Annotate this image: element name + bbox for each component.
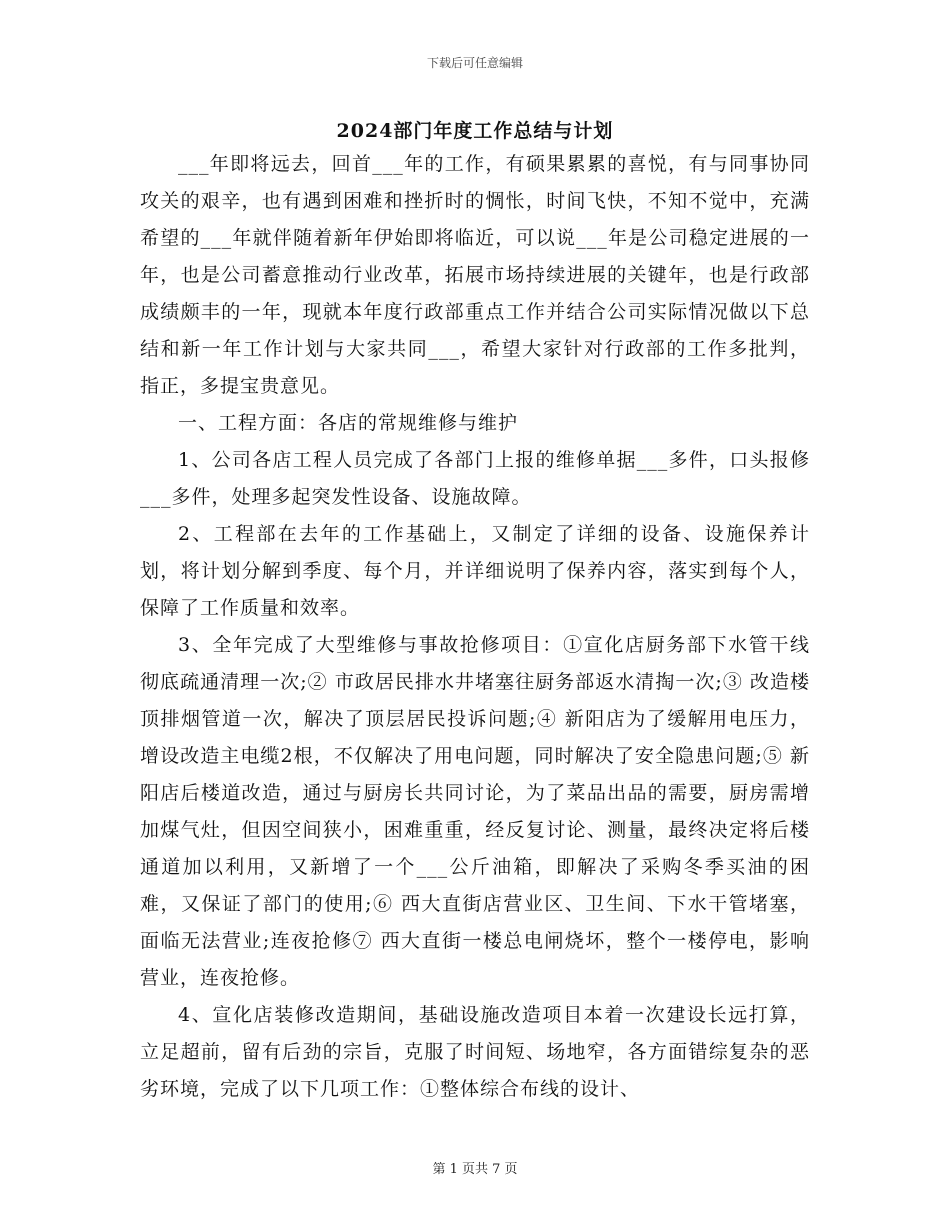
- paragraph-item-2: 2、工程部在去年的工作基础上，又制定了详细的设备、设施保养计划，将计划分解到季度、每个月，并详细说明了保养内容，落实到每个人，保障了工作质量和效率。: [140, 523, 810, 619]
- page-header-note: 下载后可任意编辑: [426, 56, 523, 70]
- paragraph-intro: ___年即将远去，回首___年的工作，有硕果累累的喜悦，有与同事协同攻关的艰辛，也有遇到困难和挫折时的惆怅，时间飞快，不知不觉中，充满希望的___年就伴随着新年伊始即将临近，可以说___年是公司稳定进展的一年，也是公司蓄意推动行业改革，拓展市场持续进展的关键年，也是行政部成绩颇丰的一年，现就本年度行政部重点工作并结合公司实际情况做以下总结和新一年工作计划与大家共同___，希望大家针对行政部的工作多批判，指正，多提宝贵意见。: [140, 153, 810, 397]
- page-number-footer: 第 1 页共 7 页: [432, 1162, 518, 1177]
- paragraph-item-1: 1、公司各店工程人员完成了各部门上报的维修单据___多件，口头报修___多件，处理多起突发性设备、设施故障。: [140, 449, 810, 508]
- section-heading-engineering: 一、工程方面：各店的常规维修与维护: [178, 412, 519, 434]
- document-title: 2024部门年度工作总结与计划: [336, 120, 614, 142]
- paragraph-item-3: 3、全年完成了大型维修与事故抢修项目：①宣化店厨务部下水管干线彻底疏通清理一次;② 市政居民排水井堵塞往厨务部返水清掏一次;③ 改造楼顶排烟管道一次，解决了顶层居民投诉问题;④ 新阳店为了缓解用电压力，增设改造主电缆2根，不仅解决了用电问题，同时解决了安全隐患问题;⑤ 新阳店后楼道改造，通过与厨房长共同讨论，为了菜品出品的需要，厨房需增加煤气灶，但因空间狭小，困难重重，经反复讨论、测量，最终决定将后楼通道加以利用，又新增了一个___公斤油箱，即解决了采购冬季买油的困难，又保证了部门的使用;⑥ 西大直街店营业区、卫生间、下水干管堵塞，面临无法营业;连夜抢修⑦ 西大直街一楼总电闸烧坏，整个一楼停电，影响营业，连夜抢修。: [140, 634, 810, 989]
- document-body: [140, 146, 810, 1108]
- paragraph-item-4: 4、宣化店装修改造期间，基础设施改造项目本着一次建设长远打算，立足超前，留有后劲的宗旨，克服了时间短、场地窄，各方面错综复杂的恶劣环境，完成了以下几项工作：①整体综合布线的设计、: [140, 1004, 810, 1100]
